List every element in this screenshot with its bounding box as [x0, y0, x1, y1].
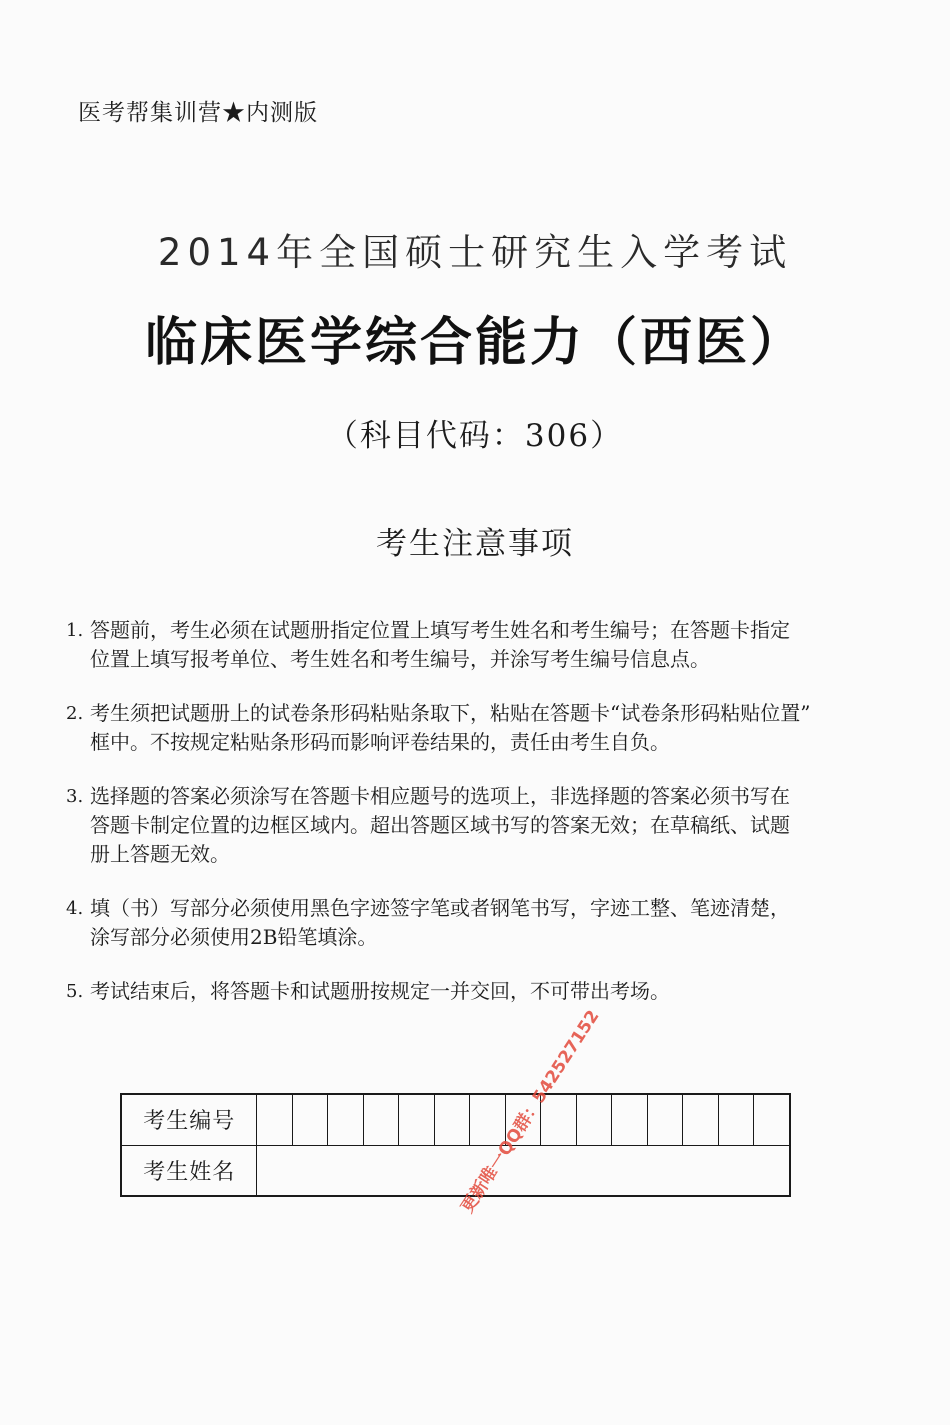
exam-title: 2014年全国硕士研究生入学考试: [157, 231, 793, 274]
notice-line: 框中。不按规定粘贴条形码而影响评卷结果的，责任由考生自负。: [90, 730, 670, 754]
candidate-number-box[interactable]: [576, 1094, 612, 1145]
candidate-number-box[interactable]: [647, 1094, 683, 1145]
notice-line: 选择题的答案必须涂写在答题卡相应题号的选项上，非选择题的答案必须书写在: [90, 784, 790, 808]
notice-line: 考生须把试题册上的试卷条形码粘贴条取下，粘贴在答题卡“试卷条形码粘贴位置”: [90, 701, 811, 725]
candidate-number-label: 考生编号: [121, 1094, 257, 1145]
candidate-number-box[interactable]: [683, 1094, 719, 1145]
notice-text: [90, 977, 866, 1006]
notice-item: [66, 616, 866, 674]
notice-item: [66, 699, 866, 757]
subject-title: 临床医学综合能力（西医）: [144, 313, 805, 373]
notice-number: 2.: [66, 703, 84, 724]
notice-line: 答题卡制定位置的边框区域内。超出答题区域书写的答案无效；在草稿纸、试题: [90, 813, 790, 837]
notice-item: [66, 894, 866, 952]
candidate-number-box[interactable]: [328, 1094, 364, 1145]
candidate-number-box[interactable]: [399, 1094, 435, 1145]
notice-heading: 考生注意事项: [376, 526, 574, 562]
notice-line: 涂写部分必须使用2B铅笔填涂。: [90, 925, 378, 949]
notice-number: 1.: [66, 620, 84, 641]
candidate-number-box[interactable]: [257, 1094, 293, 1145]
notice-text: [90, 699, 866, 757]
candidate-number-box[interactable]: [292, 1094, 328, 1145]
notice-line: 填（书）写部分必须使用黑色字迹签字笔或者钢笔书写，字迹工整、笔迹清楚，: [90, 896, 790, 920]
notice-text: [90, 782, 866, 869]
notice-line: 位置上填写报考单位、考生姓名和考生编号，并涂写考生编号信息点。: [90, 647, 710, 671]
notice-item: [66, 782, 866, 869]
candidate-number-box[interactable]: [754, 1094, 790, 1145]
notice-list: [66, 616, 866, 1031]
notice-text: [90, 894, 866, 952]
notice-line: 答题前，考生必须在试题册指定位置上填写考生姓名和考生编号；在答题卡指定: [90, 618, 790, 642]
candidate-name-field[interactable]: [257, 1145, 790, 1196]
subject-code: （科目代码：306）: [326, 418, 624, 454]
notice-number: 4.: [66, 898, 84, 919]
candidate-name-row: [121, 1145, 790, 1196]
notice-line: 册上答题无效。: [90, 842, 230, 866]
edition-label: 医考帮集训营★内测版: [78, 100, 318, 126]
candidate-number-row: [121, 1094, 790, 1145]
notice-number: 3.: [66, 786, 84, 807]
notice-item: [66, 977, 866, 1006]
candidate-name-label: 考生姓名: [121, 1145, 257, 1196]
candidate-info-table: [120, 1093, 791, 1197]
candidate-number-box[interactable]: [718, 1094, 754, 1145]
notice-line: 考试结束后，将答题卡和试题册按规定一并交回，不可带出考场。: [90, 979, 670, 1003]
candidate-number-box[interactable]: [612, 1094, 648, 1145]
watermark: 更新唯一QQ群：542527152: [457, 1006, 604, 1217]
notice-text: [90, 616, 866, 674]
candidate-number-box[interactable]: [434, 1094, 470, 1145]
notice-number: 5.: [66, 981, 84, 1002]
candidate-number-box[interactable]: [363, 1094, 399, 1145]
